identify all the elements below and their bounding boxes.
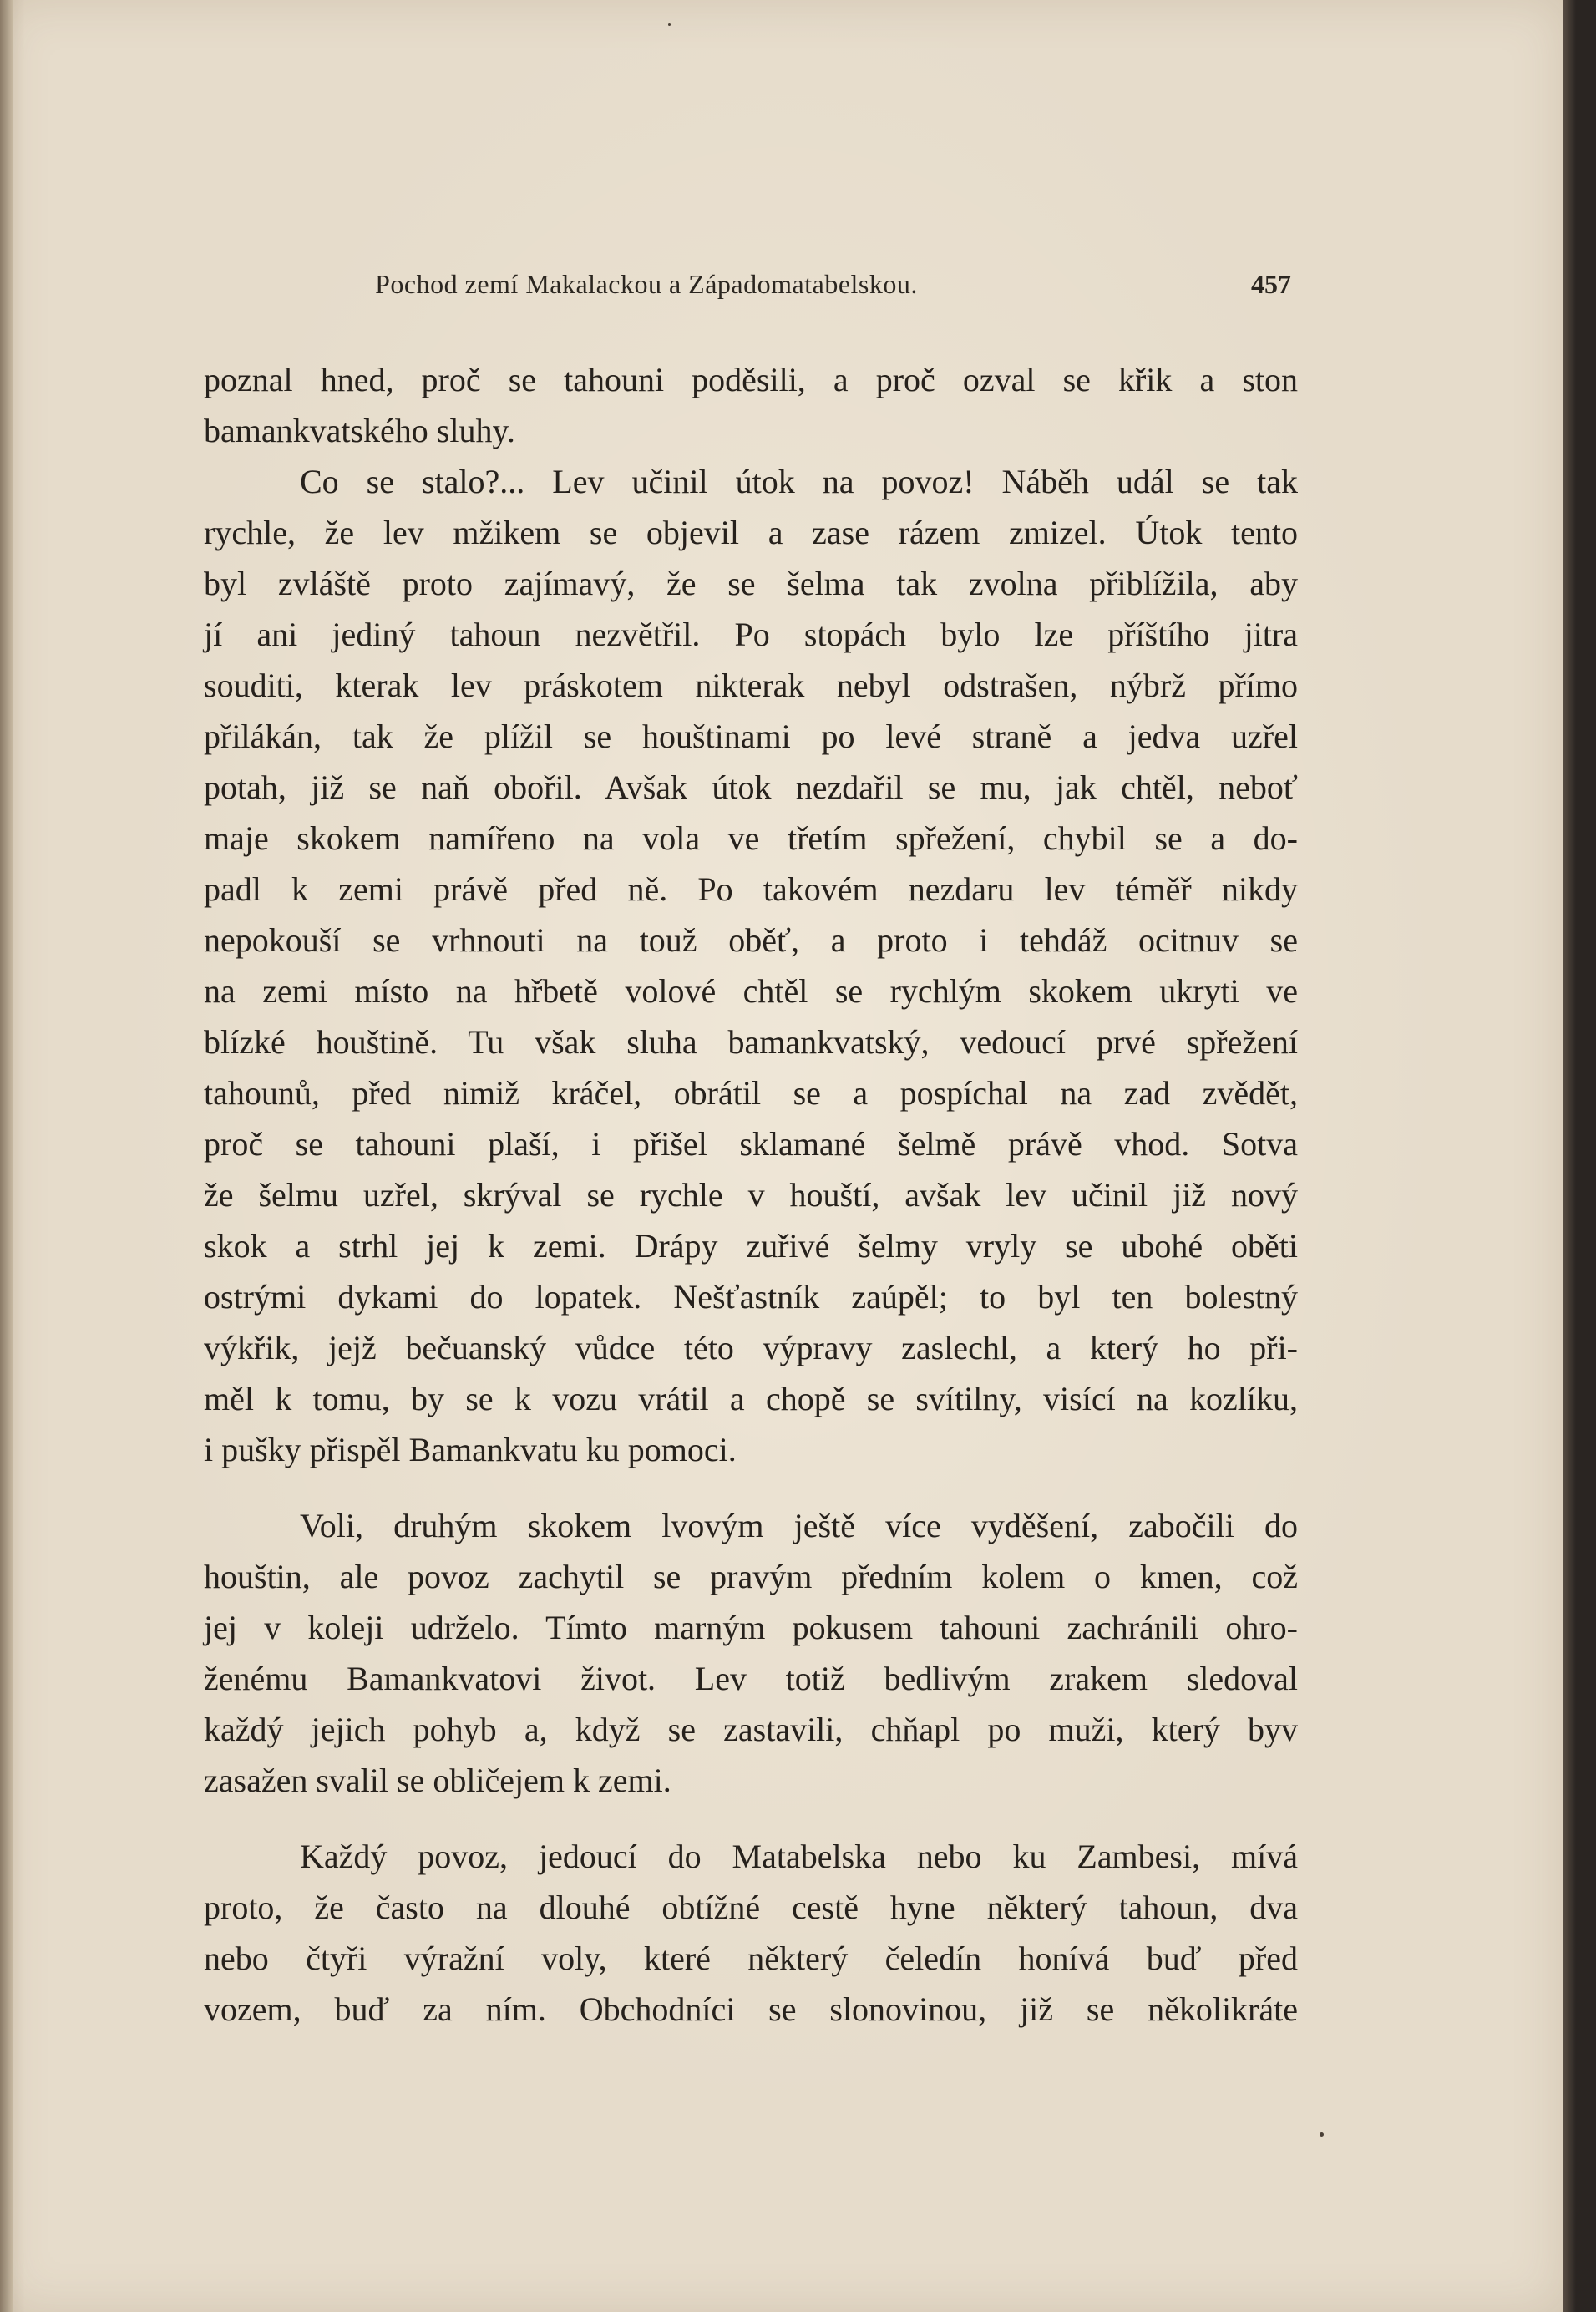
- text-line: ostrými dykami do lopatek. Nešťastník zaúpěl; to byl ten bolestný: [204, 1278, 1298, 1316]
- text-line: potah, již se naň obořil. Avšak útok nezdařil se mu, jak chtěl, neboť: [204, 768, 1298, 806]
- text-line: houštin, ale povoz zachytil se pravým předním kolem o kmen, což: [204, 1558, 1298, 1595]
- paper-speck: [1320, 2132, 1324, 2137]
- body-text: [204, 354, 1298, 2035]
- text-line: nebo čtyři výražní voly, které některý čeledín honívá buď před: [204, 1939, 1298, 1977]
- text-line: měl k tomu, by se k vozu vrátil a chopě se svítilny, visící na kozlíku,: [204, 1380, 1298, 1417]
- text-line: proč se tahouni plaší, i přišel sklamané šelmě právě vhod. Sotva: [204, 1125, 1298, 1163]
- text-line: ženému Bamankvatovi život. Lev totiž bedlivým zrakem sledoval: [204, 1660, 1298, 1697]
- text-line: nepokouší se vrhnouti na touž oběť, a proto i tehdáž ocitnuv se: [204, 921, 1298, 959]
- text-line: přilákán, tak že plížil se houštinami po levé straně a jedva uzřel: [204, 717, 1298, 755]
- text-line: maje skokem namířeno na vola ve třetím spřežení, chybil se a do-: [204, 819, 1298, 857]
- paragraph: [204, 1500, 1298, 1806]
- text-line: byl zvláště proto zajímavý, že se šelma tak zvolna přiblížila, aby: [204, 565, 1298, 602]
- text-line: Co se stalo?... Lev učinil útok na povoz! Náběh udál se tak: [300, 463, 1298, 500]
- page-binding-edge: [0, 0, 13, 2312]
- text-line: padl k zemi právě před ně. Po takovém nezdaru lev téměř nikdy: [204, 870, 1298, 908]
- paragraph-gap: [204, 1806, 1298, 1831]
- text-line: zasažen svalil se obličejem k zemi.: [204, 1762, 671, 1799]
- text-line: Každý povoz, jedoucí do Matabelska nebo ku Zambesi, mívá: [300, 1838, 1298, 1875]
- text-line: výkřik, jejž bečuanský vůdce této výpravy zaslechl, a který ho při-: [204, 1329, 1298, 1366]
- text-line: každý jejich pohyb a, když se zastavili, chňapl po muži, který byv: [204, 1711, 1298, 1748]
- text-line: i pušky přispěl Bamankvatu ku pomoci.: [204, 1431, 737, 1468]
- text-line: jej v koleji udrželo. Tímto marným pokusem tahouni zachránili ohro-: [204, 1609, 1298, 1646]
- text-line: proto, že často na dlouhé obtížné cestě hyne některý tahoun, dva: [204, 1889, 1298, 1926]
- paper-speck: [668, 23, 671, 26]
- text-line: rychle, že lev mžikem se objevil a zase rázem zmizel. Útok tento: [204, 514, 1298, 551]
- paragraph: [204, 354, 1298, 456]
- text-line: že šelmu uzřel, skrýval se rychle v houští, avšak lev učinil již nový: [204, 1176, 1298, 1214]
- paragraph: [204, 456, 1298, 1475]
- text-line: tahounů, před nimiž kráčel, obrátil se a pospíchal na zad zvědět,: [204, 1074, 1298, 1112]
- text-line: souditi, kterak lev práskotem nikterak nebyl odstrašen, nýbrž přímo: [204, 667, 1298, 704]
- text-line: jí ani jediný tahoun nezvětřil. Po stopách bylo lze příštího jitra: [204, 616, 1298, 653]
- text-line: poznal hned, proč se tahouni poděsili, a proč ozval se křik a ston: [204, 361, 1298, 398]
- text-line: Voli, druhým skokem lvovým ještě více vyděšení, zabočili do: [300, 1507, 1298, 1544]
- page-right-shadow: [1563, 0, 1596, 2312]
- page-number: 457: [1251, 269, 1291, 299]
- paragraph: [204, 1831, 1298, 2035]
- text-line: na zemi místo na hřbetě volové chtěl se rychlým skokem ukryti ve: [204, 972, 1298, 1010]
- text-line: bamankvatského sluhy.: [204, 412, 515, 449]
- text-line: skok a strhl jej k zemi. Drápy zuřivé šelmy vryly se ubohé oběti: [204, 1227, 1298, 1265]
- text-line: blízké houštině. Tu však sluha bamankvatský, vedoucí prvé spřežení: [204, 1023, 1298, 1061]
- running-title: Pochod zemí Makalackou a Západomatabelskou.: [375, 269, 918, 299]
- paragraph-gap: [204, 1475, 1298, 1500]
- page-header: [204, 269, 1291, 311]
- text-line: vozem, buď za ním. Obchodníci se slonovinou, již se několikráte: [204, 1990, 1298, 2028]
